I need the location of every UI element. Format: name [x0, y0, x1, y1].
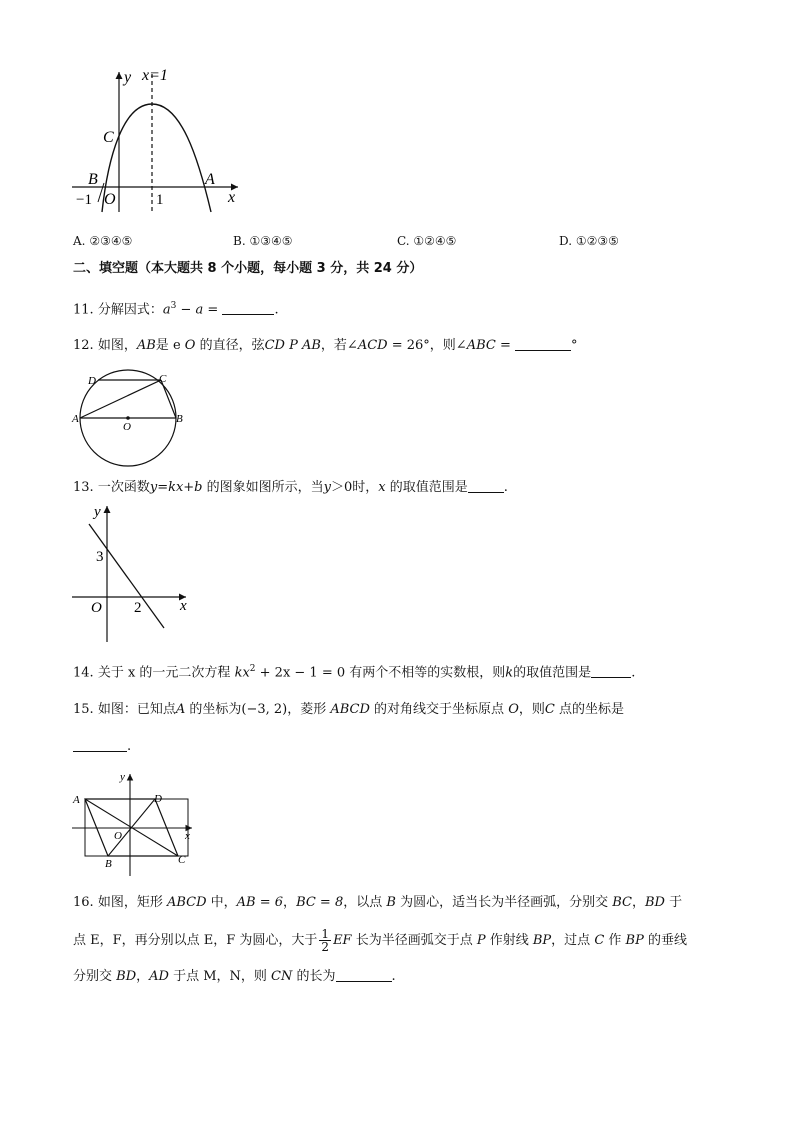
- label-neg-one: −1: [76, 192, 92, 208]
- choice-d[interactable]: D. ①②③⑤: [559, 234, 619, 248]
- question-16-line-3: 分别交 BD，AD 于点 M，N，则 CN 的长为 .: [73, 969, 396, 984]
- question-16-line-1: 16. 如图，矩形 ABCD 中，AB = 6，BC = 8，以点 B 为圆心，适当长为半径画弧，分别交 BC，BD 于: [73, 895, 683, 910]
- choice-c[interactable]: C. ①②④⑤: [397, 234, 457, 248]
- label-d: D: [154, 793, 162, 805]
- choice-b[interactable]: B. ①③④⑤: [233, 234, 293, 248]
- question-11: 11. 分解因式：$a^3 - a$ = .: [73, 301, 279, 318]
- label-o: O: [114, 830, 122, 842]
- label-a: A: [205, 171, 215, 188]
- question-15-answer-line: .: [73, 737, 131, 757]
- label-a: A: [73, 794, 80, 806]
- label-y: y: [124, 69, 132, 86]
- label-b: B: [105, 858, 112, 870]
- segment-cb: [161, 380, 176, 418]
- label-x: x: [228, 189, 236, 206]
- label-x: x: [185, 830, 190, 842]
- question-14: 14. 关于 x 的一元二次方程 $kx^2 + 2x - 1 = 0$ 有两个不相等的实数根，则k的取值范围是 .: [73, 664, 636, 681]
- label-c: C: [178, 854, 186, 866]
- label-x: x: [180, 598, 187, 614]
- label-o: O: [123, 421, 131, 433]
- label-x-equals-1: x=1: [142, 67, 168, 84]
- label-b: B: [88, 171, 98, 188]
- label-o: O: [91, 600, 102, 616]
- answer-blank-14[interactable]: [591, 664, 631, 678]
- line-graph-figure: [68, 500, 198, 645]
- label-d: D: [88, 375, 96, 387]
- answer-blank-11[interactable]: [222, 301, 274, 315]
- answer-blank-12[interactable]: [515, 337, 571, 351]
- question-13: 13. 一次函数y=kx+b 的图象如图所示，当y＞0时，x 的取值范围是 .: [73, 480, 508, 495]
- rhombus-figure: [68, 766, 203, 878]
- answer-blank-16[interactable]: [336, 968, 392, 982]
- label-c: C: [159, 373, 167, 385]
- answer-blank-15[interactable]: [73, 738, 127, 752]
- question-15: 15. 如图：已知点A 的坐标为(−3, 2)，菱形 ABCD 的对角线交于坐标原点 O，则C 点的坐标是: [73, 702, 624, 717]
- label-one: 1: [156, 192, 164, 208]
- choice-a[interactable]: A. ②③④⑤: [73, 234, 133, 248]
- circle-figure: [68, 368, 193, 468]
- label-y: y: [94, 504, 101, 520]
- parabola-figure: [68, 62, 248, 222]
- fraction-one-half: $\frac{1}{2}$: [321, 927, 330, 954]
- label-two: 2: [134, 600, 142, 616]
- label-o: O: [104, 191, 116, 208]
- label-c: C: [103, 129, 114, 146]
- answer-blank-13[interactable]: [468, 479, 504, 493]
- center-point: [126, 416, 130, 420]
- question-12: 12. 如图，AB是 e O 的直径，弦CD P AB，若∠ACD = 26°，则∠ABC = °: [73, 338, 578, 353]
- label-y: y: [120, 771, 125, 783]
- label-a: A: [72, 413, 79, 425]
- label-b: B: [176, 413, 183, 425]
- label-three: 3: [96, 549, 104, 565]
- question-16-line-2: 点 E，F，再分别以点 E，F 为圆心，大于 $\frac{1}{2}$ EF 长为半径画弧交于点 P 作射线 BP，过点 C 作 BP 的垂线: [73, 927, 687, 954]
- section-title: 二、填空题（本大题共 8 个小题，每小题 3 分，共 24 分）: [73, 261, 423, 276]
